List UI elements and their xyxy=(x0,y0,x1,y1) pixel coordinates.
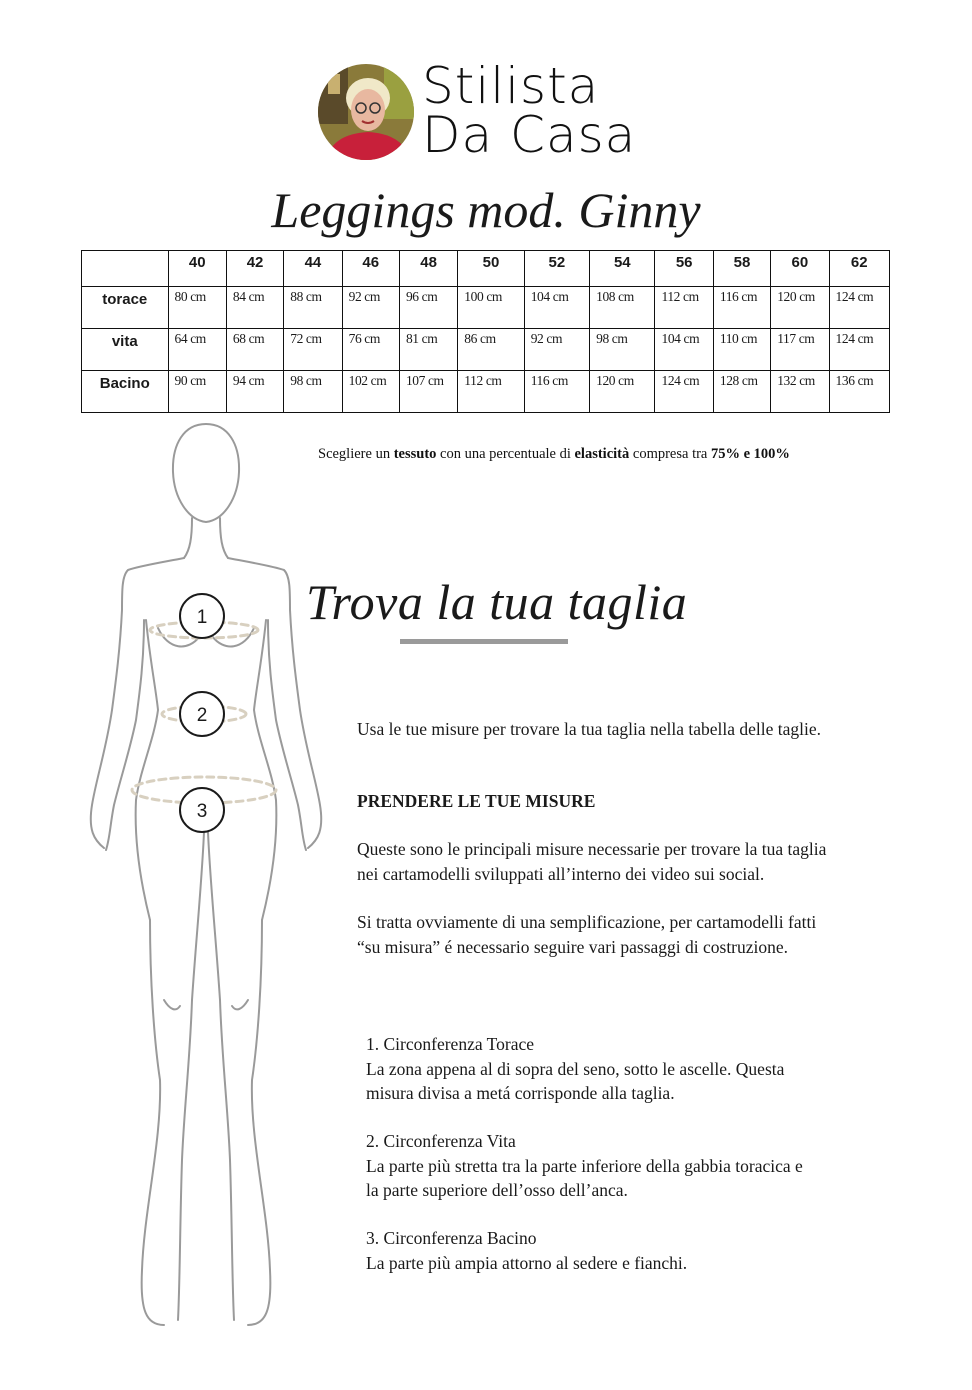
table-cell: 110 cm xyxy=(713,329,770,371)
table-cell: 116 cm xyxy=(524,371,589,413)
size-header: 42 xyxy=(226,251,283,287)
table-cell: 90 cm xyxy=(168,371,226,413)
table-cell: 68 cm xyxy=(226,329,283,371)
table-cell: 92 cm xyxy=(524,329,589,371)
table-cell: 112 cm xyxy=(655,287,713,329)
paragraph-1 xyxy=(357,837,826,886)
measure-item-vita xyxy=(366,1129,803,1203)
paragraph-line: nei cartamodelli sviluppati all’interno dei video sui social. xyxy=(357,863,765,884)
size-header: 40 xyxy=(168,251,226,287)
table-cell: 86 cm xyxy=(458,329,524,371)
table-row-bacino xyxy=(82,371,890,413)
note-text: con una percentuale di xyxy=(436,446,575,462)
size-table xyxy=(81,250,890,413)
size-header: 54 xyxy=(590,251,655,287)
size-header: 44 xyxy=(284,251,342,287)
paragraph-line: “su misura” é necessario seguire vari passaggi di costruzione. xyxy=(357,936,789,957)
row-label: Bacino xyxy=(82,371,169,413)
figure-label-1: 1 xyxy=(196,607,208,628)
table-cell: 104 cm xyxy=(524,287,589,329)
table-cell: 124 cm xyxy=(829,329,889,371)
measure-desc: misura divisa a metá corrisponde alla taglia. xyxy=(366,1083,675,1103)
table-cell: 100 cm xyxy=(458,287,524,329)
document-title: Leggings mod. Ginny xyxy=(271,182,701,238)
table-cell: 80 cm xyxy=(168,287,226,329)
row-label: vita xyxy=(82,329,169,371)
paragraph-2 xyxy=(357,910,816,959)
measure-item-bacino xyxy=(366,1226,687,1275)
logo-avatar xyxy=(318,64,414,160)
table-cell: 88 cm xyxy=(284,287,342,329)
figure-label-2: 2 xyxy=(196,705,208,726)
table-row-vita xyxy=(82,329,890,371)
measure-desc: La parte più stretta tra la parte inferiore della gabbia toracica e xyxy=(366,1155,803,1176)
table-cell: 64 cm xyxy=(168,329,226,371)
logo-line-2: Da Casa xyxy=(422,106,637,164)
table-cell: 98 cm xyxy=(590,329,655,371)
note-text: Scegliere un xyxy=(318,446,394,462)
size-header: 56 xyxy=(655,251,713,287)
note-bold: elasticità xyxy=(574,446,630,462)
measure-desc: La parte più ampia attorno al sedere e fianchi. xyxy=(366,1252,688,1273)
find-size-title: Trova la tua taglia xyxy=(306,574,688,630)
note-bold: 75% e 100% xyxy=(711,446,790,462)
size-header: 50 xyxy=(458,251,524,287)
table-cell: 124 cm xyxy=(655,371,713,413)
header-corner xyxy=(82,251,169,287)
table-cell: 72 cm xyxy=(284,329,342,371)
fabric-note xyxy=(318,446,790,463)
table-cell: 92 cm xyxy=(342,287,399,329)
table-row-torace xyxy=(82,287,890,329)
table-cell: 132 cm xyxy=(771,371,829,413)
figure-label-3: 3 xyxy=(196,801,208,822)
table-cell: 124 cm xyxy=(829,287,889,329)
table-cell: 76 cm xyxy=(342,329,399,371)
size-header: 48 xyxy=(399,251,457,287)
section-heading: PRENDERE LE TUE MISURE xyxy=(357,791,596,811)
size-header: 62 xyxy=(829,251,889,287)
measure-title: 2. Circonferenza Vita xyxy=(366,1131,516,1151)
table-cell: 136 cm xyxy=(829,371,889,413)
table-cell: 120 cm xyxy=(771,287,829,329)
table-cell: 112 cm xyxy=(458,371,524,413)
logo-text xyxy=(422,57,637,164)
table-cell: 94 cm xyxy=(226,371,283,413)
measure-item-torace xyxy=(366,1032,784,1106)
table-cell: 84 cm xyxy=(226,287,283,329)
intro-text: Usa le tue misure per trovare la tua taglia nella tabella delle taglie. xyxy=(357,719,822,739)
table-cell: 120 cm xyxy=(590,371,655,413)
logo-line-1: Stilista xyxy=(422,57,600,115)
table-cell: 98 cm xyxy=(284,371,342,413)
paragraph-line: Si tratta ovviamente di una semplificazione, per cartamodelli fatti xyxy=(357,912,817,932)
size-header: 58 xyxy=(713,251,770,287)
table-cell: 102 cm xyxy=(342,371,399,413)
paragraph-line: Queste sono le principali misure necessarie per trovare la tua taglia xyxy=(357,839,827,859)
measure-title: 3. Circonferenza Bacino xyxy=(366,1228,537,1248)
table-cell: 96 cm xyxy=(399,287,457,329)
table-cell: 104 cm xyxy=(655,329,713,371)
row-label: torace xyxy=(82,287,169,329)
body-figure xyxy=(84,420,334,1335)
table-cell: 117 cm xyxy=(771,329,829,371)
table-cell: 116 cm xyxy=(713,287,770,329)
size-header: 52 xyxy=(524,251,589,287)
size-header-row xyxy=(82,251,890,287)
measure-desc: la parte superiore dell’osso dell’anca. xyxy=(366,1180,628,1200)
table-cell: 107 cm xyxy=(399,371,457,413)
table-cell: 108 cm xyxy=(590,287,655,329)
measure-title: 1. Circonferenza Torace xyxy=(366,1034,535,1054)
table-cell: 128 cm xyxy=(713,371,770,413)
note-bold: tessuto xyxy=(393,446,437,462)
note-text: compresa tra xyxy=(629,446,711,462)
size-header: 46 xyxy=(342,251,399,287)
table-cell: 81 cm xyxy=(399,329,457,371)
size-header: 60 xyxy=(771,251,829,287)
title-underline xyxy=(400,639,568,644)
measure-desc: La zona appena al di sopra del seno, sotto le ascelle. Questa xyxy=(366,1058,785,1079)
